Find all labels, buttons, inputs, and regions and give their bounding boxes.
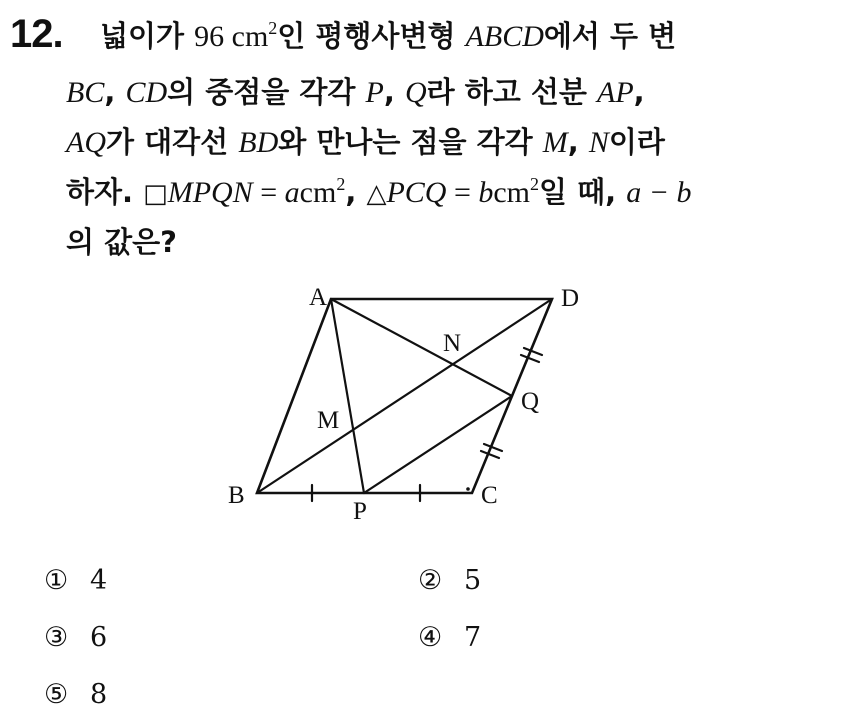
choice-4[interactable] [418,622,481,653]
area-number: 96 [194,20,225,53]
text: 의 중점을 각각 [167,75,366,109]
choice-value: 7 [464,622,482,653]
tick-qd-1 [524,348,542,355]
point-m: M [542,126,568,159]
choice-mark: ④ [418,622,443,653]
choice-value: 6 [90,622,108,653]
label-b: B [228,482,245,509]
area-exponent: 2 [268,18,278,38]
text: , [567,125,589,159]
choice-value: 4 [90,565,108,596]
label-q: Q [521,388,540,415]
text: 의 값은? [66,225,177,259]
area-unit: cm [231,20,269,53]
text: , [345,175,367,209]
side-bc: BC [66,76,105,109]
choice-value: 5 [464,565,482,596]
point-c-dot [466,487,470,491]
text: 넓이가 [100,19,195,53]
quad-mpqn: MPQN [167,176,253,209]
question-number: 12. [10,12,63,56]
equals: = [446,176,479,209]
text: , [383,75,405,109]
text: 일 때, [539,175,627,209]
square-symbol: □ [143,179,168,209]
point-n: N [588,126,609,159]
choice-2[interactable] [418,565,481,596]
point-q: Q [404,76,427,109]
label-c: C [481,482,498,509]
choice-5[interactable] [44,679,107,710]
choice-3[interactable] [44,622,107,653]
label-n: N [443,330,462,357]
text: 인 평행사변형 [277,19,466,53]
choice-1[interactable] [44,565,107,596]
text: 가 대각선 [106,125,239,159]
label-d: D [561,285,580,312]
text: 라 하고 선분 [426,75,598,109]
var-a: a [284,176,300,209]
text: 와 만나는 점을 각각 [278,125,543,159]
segment-aq: AQ [66,126,106,159]
choice-value: 8 [90,679,108,710]
label-p: P [353,498,367,525]
unit-exponent: 2 [530,174,540,194]
segment-ap-line [331,299,364,493]
diagonal-bd-line [257,299,552,493]
unit-text: cm [299,176,337,209]
triangle-symbol: △ [366,179,387,209]
choice-mark: ① [44,565,69,596]
expression: a − b [626,176,692,209]
segment-aq-line [331,299,512,396]
unit-text: cm [493,176,531,209]
var-b: b [478,176,494,209]
point-p: P [365,76,384,109]
diagonal-bd: BD [238,126,279,159]
choice-mark: ③ [44,622,69,653]
label-a: A [309,284,328,311]
unit-exponent: 2 [336,174,346,194]
segment-pq-line [364,396,512,493]
text: 이라 [608,125,665,159]
text: , [104,75,126,109]
triangle-pcq: PCQ [386,176,447,209]
parallelogram-name: ABCD [465,20,544,53]
label-m: M [317,407,340,434]
choice-mark: ② [418,565,443,596]
segment-ap: AP [597,76,634,109]
text: 에서 두 변 [543,19,677,53]
text: , [633,75,645,109]
tick-qd-2 [521,355,539,362]
choice-mark: ⑤ [44,679,69,710]
text: 하자. [66,175,144,209]
side-cd: CD [125,76,168,109]
equals: = [252,176,285,209]
